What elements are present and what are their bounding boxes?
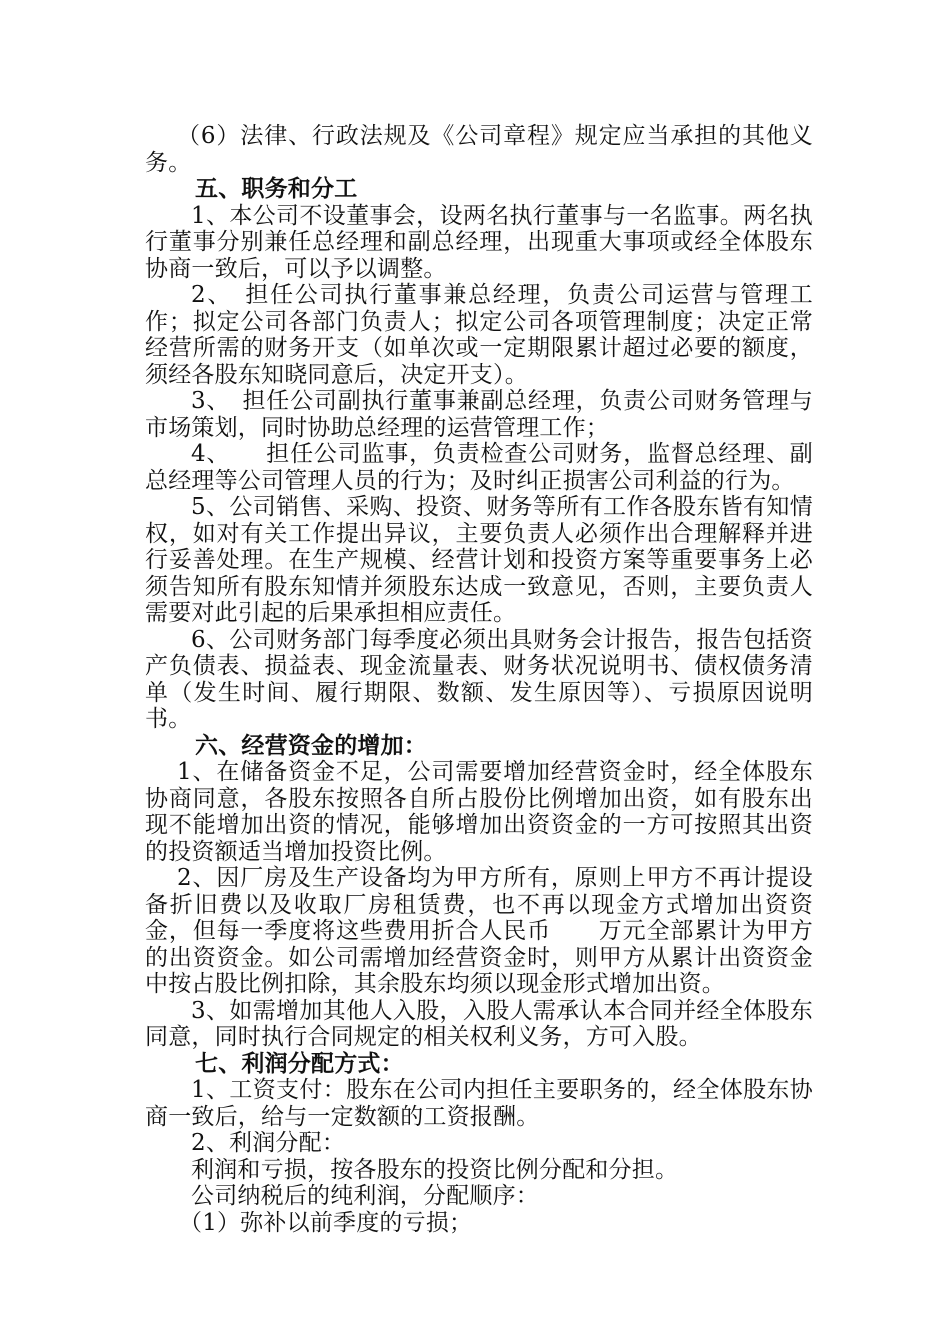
- section-heading-capital-increase: 六、经营资金的增加：: [195, 732, 427, 759]
- paragraph-profit-1: 1、工资支付：股东在公司内担任主要职务的，经全体股东协商一致后，给与一定数额的工资报酬。: [145, 1077, 813, 1130]
- section-heading-duties: 五、职务和分工: [195, 176, 358, 202]
- paragraph-duties-2: 2、 担任公司执行董事兼总经理，负责公司运营与管理工作；拟定公司各部门负责人；拟定公司各项管理制度；决定正常经营所需的财务开支（如单次或一定期限累计超过必要的额度，须经各股东知晓同意后，决定开支）。: [145, 282, 813, 388]
- paragraph-duties-6: 6、公司财务部门每季度必须出具财务会计报告，报告包括资产负债表、损益表、现金流量表、财务状况说明书、债权债务清单（发生时间、履行期限、数额、发生原因等）、亏损原因说明书。: [145, 626, 813, 732]
- paragraph-capital-3: 3、如需增加其他人入股，入股人需承认本合同并经全体股东同意，同时执行合同规定的相关权利义务，方可入股。: [145, 997, 813, 1050]
- document-page: [145, 123, 813, 1236]
- paragraph-profit-rule: 利润和亏损，按各股东的投资比例分配和分担。: [191, 1156, 679, 1183]
- section-heading-profit-distribution: 七、利润分配方式：: [195, 1050, 404, 1077]
- paragraph-capital-1: 1、在储备资金不足，公司需要增加经营资金时，经全体股东协商同意，各股东按照各自所占股份比例增加出资，如有股东出现不能增加出资的情况，能够增加出资资金的一方可按照其出资的投资额适当增加投资比例。: [145, 759, 813, 865]
- paragraph-duties-4: 4、 担任公司监事，负责检查公司财务，监督总经理、副总经理等公司管理人员的行为；及时纠正损害公司利益的行为。: [145, 441, 813, 494]
- paragraph-profit-2: 2、利润分配：: [191, 1130, 346, 1156]
- paragraph-duties-5: 5、公司销售、采购、投资、财务等所有工作各股东皆有知情权，如对有关工作提出异议，主要负责人必须作出合理解释并进行妥善处理。在生产规模、经营计划和投资方案等重要事务上必须告知所有股东知情并须股东达成一致意见，否则，主要负责人需要对此引起的后果承担相应责任。: [145, 494, 813, 626]
- paragraph-obligation-6: （6）法律、行政法规及《公司章程》规定应当承担的其他义务。: [145, 123, 813, 176]
- paragraph-capital-2: 2、因厂房及生产设备均为甲方所有，原则上甲方不再计提设备折旧费以及收取厂房租赁费，也不再以现金方式增加出资资金，但每一季度将这些费用折合人民币 万元全部累计为甲方的出资资金。如公司需增加经营资金时，则甲方从累计出资资金中按占股比例扣除，其余股东均须以现金形式增加出资。: [145, 865, 813, 997]
- paragraph-duties-3: 3、 担任公司副执行董事兼副总经理，负责公司财务管理与市场策划，同时协助总经理的运营管理工作；: [145, 388, 813, 441]
- paragraph-duties-1: 1、本公司不设董事会，设两名执行董事与一名监事。两名执行董事分别兼任总经理和副总经理，出现重大事项或经全体股东协商一致后，可以予以调整。: [145, 202, 813, 282]
- paragraph-profit-order-1: （1）弥补以前季度的亏损；: [179, 1209, 473, 1236]
- paragraph-profit-order: 公司纳税后的纯利润，分配顺序：: [191, 1183, 539, 1209]
